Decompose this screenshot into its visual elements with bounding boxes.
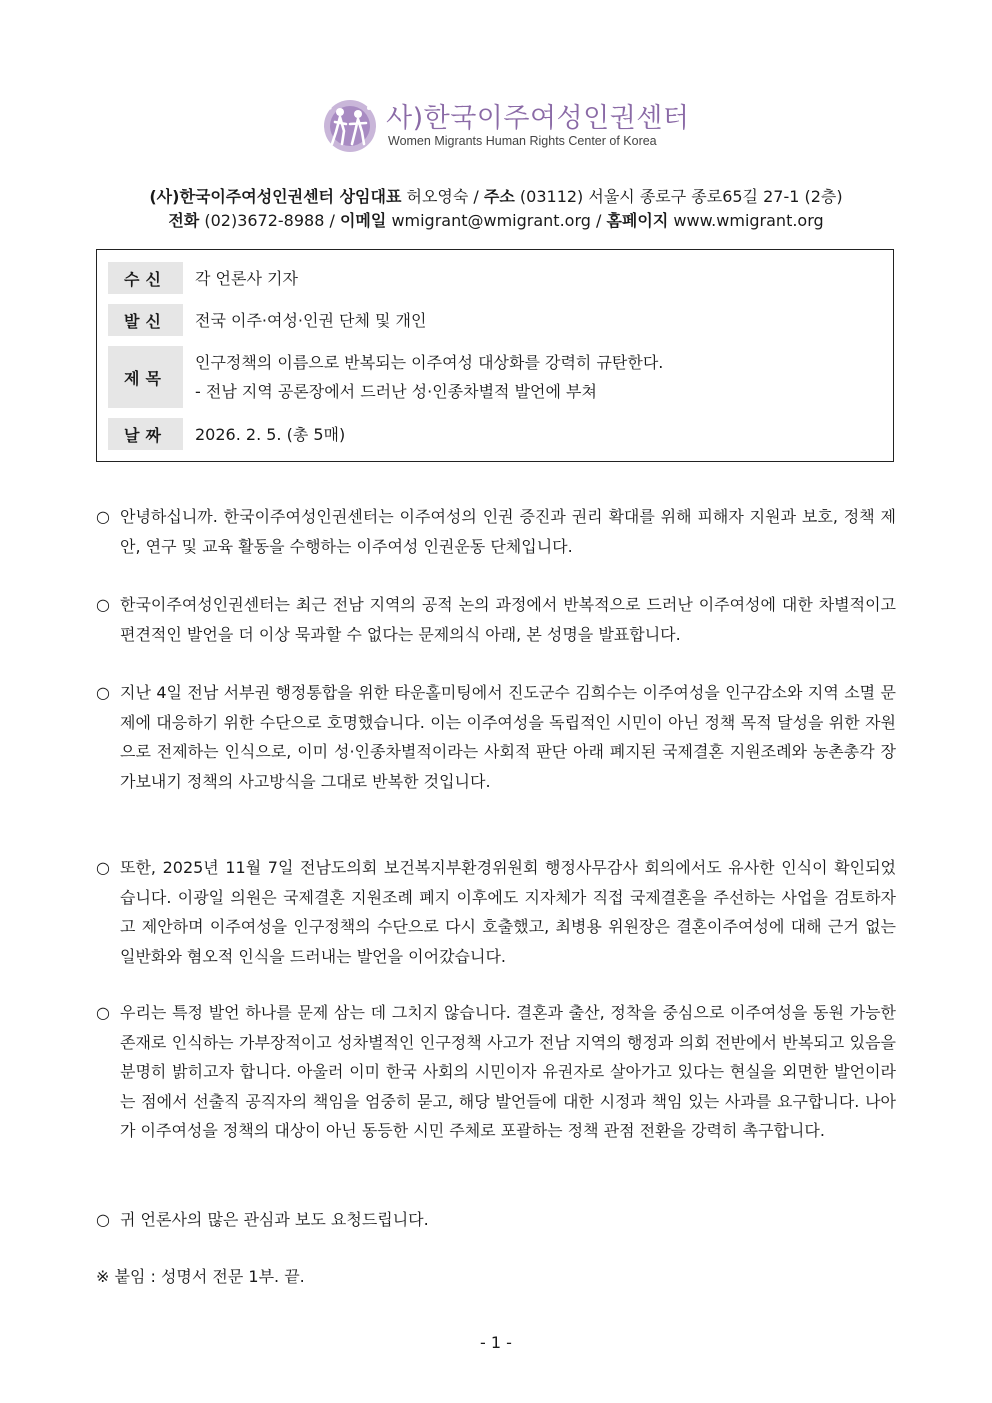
subject-line-1: 인구정책의 이름으로 반복되는 이주여성 대상화를 강력히 규탄한다. <box>195 353 664 372</box>
recipient-row <box>108 262 882 294</box>
sender-row <box>108 304 882 336</box>
paragraph-text: 한국이주여성인권센터는 최근 전남 지역의 공적 논의 과정에서 반복적으로 드러난 이주여성에 대한 차별적이고 편견적인 발언을 더 이상 묵과할 수 없다는 문제의식 아래, 본 성명을 발표합니다. <box>120 595 896 644</box>
paragraph-text: 우리는 특정 발언 하나를 문제 삼는 데 그치지 않습니다. 결혼과 출산, 정착을 중심으로 이주여성을 동원 가능한 존재로 인식하는 가부장적이고 성차별적인 인구정책 사고가 전남 지역의 행정과 의회 전반에서 반복되고 있음을 분명히 밝히고자 합니다. 아울러 이미 한국 사회의 시민이자 유권자로 살아가고 있다는 현실을 외면한 발언이라는 점에서 선출직 공직자의 책임을 엄중히 묻고, 해당 발언들에 대한 시정과 책임 있는 사과를 요구합니다. 나아가 이주여성을 정책의 대상이 아닌 동등한 시민 주체로 포괄하는 정책 관점 전환을 강력히 촉구합니다. <box>120 1003 896 1140</box>
header-line-1 <box>0 184 992 207</box>
paragraph-1 <box>96 502 896 561</box>
address: (03112) 서울시 종로구 종로65길 27-1 (2층) <box>519 187 843 206</box>
separator: / <box>324 211 340 230</box>
org-rep-label: (사)한국이주여성인권센터 상임대표 <box>149 187 402 206</box>
logo-figures-icon <box>322 98 378 154</box>
phone: (02)3672-8988 <box>204 211 325 230</box>
attachment-note: ※ 붙임 : 성명서 전문 1부. 끝. <box>96 1267 305 1286</box>
subject-line-2: - 전남 지역 공론장에서 드러난 성·인종차별적 발언에 부쳐 <box>195 382 597 401</box>
bullet-circle-icon: ○ <box>96 858 110 877</box>
date-row <box>108 418 882 450</box>
sender-value: 전국 이주·여성·인권 단체 및 개인 <box>195 310 427 330</box>
recipient-value: 각 언론사 기자 <box>195 268 298 288</box>
date-value: 2026. 2. 5. (총 5매) <box>195 424 346 444</box>
email-label: 이메일 <box>339 211 387 230</box>
paragraph-text: 또한, 2025년 11월 7일 전남도의회 보건복지부환경위원회 행정사무감사 회의에서도 유사한 인식이 확인되었습니다. 이광일 의원은 국제결혼 지원조례 폐지 이후에도 지자체가 직접 국제결혼을 주선하는 사업을 검토하자고 제안하며 이주여성을 인구정책의 수단으로 다시 호출했고, 최병용 위원장은 결혼이주여성에 대해 근거 없는 일반화와 혐오적 인식을 드러내는 발언을 이어갔습니다. <box>120 858 896 966</box>
homepage-link[interactable]: www.wmigrant.org <box>673 211 824 230</box>
email-link[interactable]: wmigrant@wmigrant.org <box>391 211 591 230</box>
subject-label: 제목 <box>108 346 183 408</box>
bullet-circle-icon: ○ <box>96 507 110 526</box>
page-number: - 1 - <box>480 1333 512 1352</box>
paragraph-3 <box>96 678 896 796</box>
paragraph-2 <box>96 590 896 649</box>
paragraph-6 <box>96 1205 896 1235</box>
homepage-label: 홈페이지 <box>606 211 669 230</box>
paragraph-4 <box>96 853 896 971</box>
sender-label: 발신 <box>108 304 183 336</box>
paragraph-text: 지난 4일 전남 서부권 행정통합을 위한 타운홀미팅에서 진도군수 김희수는 이주여성을 인구감소와 지역 소멸 문제에 대응하기 위한 수단으로 호명했습니다. 이는 이주여성을 독립적인 시민이 아닌 정책 목적 달성을 위한 자원으로 전제하는 인식으로, 이미 성·인종차별적이라는 사회적 판단 아래 폐지된 국제결혼 지원조례와 농촌총각 장가보내기 정책의 사고방식을 그대로 반복한 것입니다. <box>120 683 896 791</box>
logo-korean-name: 사)한국이주여성인권센터 <box>386 103 690 134</box>
bullet-circle-icon: ○ <box>96 1003 110 1022</box>
subject-value <box>195 346 663 408</box>
separator: / <box>468 187 484 206</box>
subject-row <box>108 346 882 408</box>
bullet-circle-icon: ○ <box>96 1210 110 1229</box>
address-label: 주소 <box>483 187 515 206</box>
recipient-label: 수신 <box>108 262 183 294</box>
date-label: 날짜 <box>108 418 183 450</box>
separator: / <box>590 211 607 230</box>
bullet-circle-icon: ○ <box>96 595 110 614</box>
header-line-2 <box>0 208 992 231</box>
phone-label: 전화 <box>168 211 200 230</box>
paragraph-text: 안녕하십니까. 한국이주여성인권센터는 이주여성의 인권 증진과 권리 확대를 위해 피해자 지원과 보호, 정책 제안, 연구 및 교육 활동을 수행하는 이주여성 인권운동 단체입니다. <box>120 507 896 556</box>
logo-english-name: Women Migrants Human Rights Center of Korea <box>388 134 657 148</box>
paragraph-5 <box>96 998 896 1146</box>
org-logo <box>322 94 690 158</box>
rep-name: 허오영숙 <box>406 187 469 206</box>
paragraph-text: 귀 언론사의 많은 관심과 보도 요청드립니다. <box>120 1210 429 1229</box>
bullet-circle-icon: ○ <box>96 683 110 702</box>
press-info-box <box>96 249 894 462</box>
